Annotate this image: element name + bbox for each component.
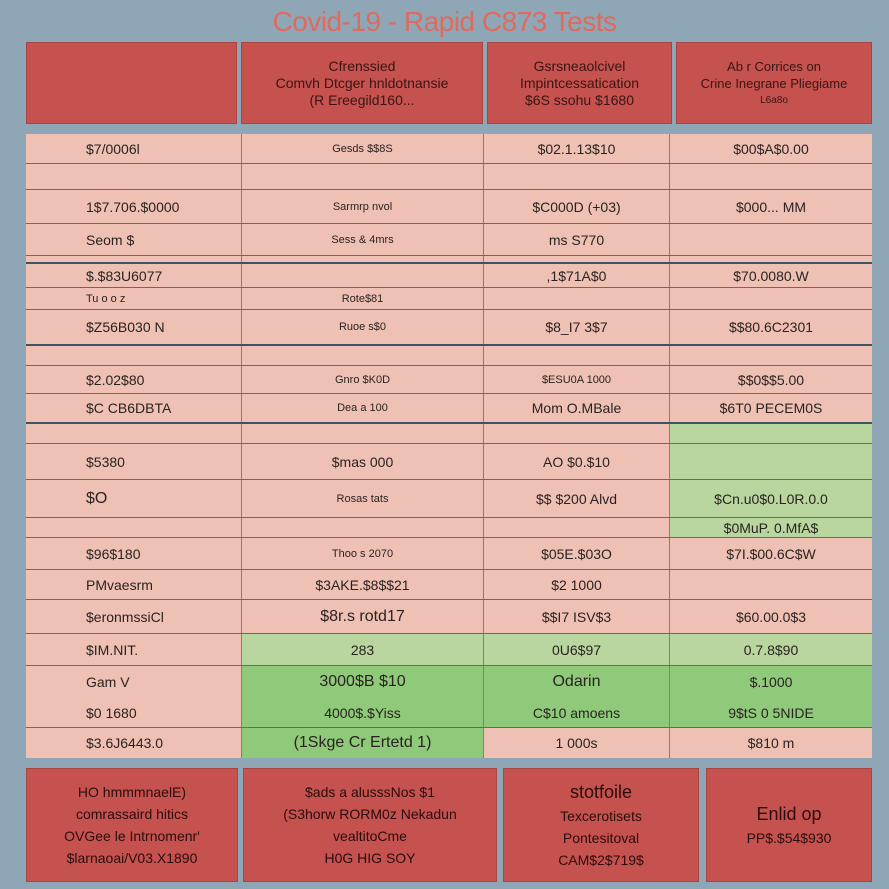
table-cell [26, 164, 242, 189]
table-cell: $70.0080.W [733, 267, 809, 284]
table-cell: $$0$$5.00 [737, 371, 805, 388]
header-cell-empty [26, 42, 237, 124]
table-cell: $C000D (+03) [484, 190, 670, 223]
table-cell: 0.7.8$90 [670, 634, 872, 665]
header-4-line-3: L6a8o [760, 94, 788, 106]
table-cell: $.$83U6077 [26, 264, 242, 287]
table-cell: $2 1000 [484, 570, 670, 599]
table-row [26, 444, 872, 480]
table-cell: C$10 amoens [484, 698, 670, 727]
header-3-line-1: Gsrsneaolcivel [533, 57, 626, 74]
table-cell: $Cn.u0$0.L0R.0.0 [670, 480, 872, 517]
table-row [26, 346, 872, 366]
table-cell: $2.02$80 [26, 366, 242, 393]
table-cell: AO $0.$10 [484, 444, 670, 479]
table-row [26, 288, 872, 310]
table-cell [670, 424, 872, 443]
header-2-line-1: Cfrenssied [328, 57, 396, 74]
table-cell [484, 424, 670, 443]
table-cell: $8_I7 3$7 [484, 310, 670, 344]
footer-4-line-2: PP$.$54$930 [746, 830, 832, 846]
table-cell: $60.00.0$3 [735, 608, 807, 625]
table-row [26, 366, 872, 394]
table-row [26, 480, 872, 518]
table-cell: Sess & 4mrs [242, 224, 484, 255]
footer-cell-1 [26, 768, 238, 882]
table-cell [484, 164, 670, 189]
table-cell: 4000$.$Yiss [242, 698, 484, 727]
footer-cell-4 [706, 768, 872, 882]
footer-3-line-1: stotfoile [569, 782, 633, 802]
table-cell: $3.6J6443.0 [26, 728, 242, 758]
header-2-line-2: Comvh Dtcger hnldotnansie [275, 74, 449, 91]
page-title: Covid-19 - Rapid C873 Tests [272, 6, 617, 37]
table-cell [242, 424, 484, 443]
table-cell: (1Skge Cr Ertetd 1) [242, 728, 484, 758]
table-cell: ms S770 [484, 224, 670, 255]
footer-cell-3 [503, 768, 699, 882]
table-cell: $IM.NIT. [26, 634, 242, 665]
table-row [26, 728, 872, 758]
header-2-line-3: (R Ereegild160... [309, 91, 415, 108]
table-cell: Mom O.MBale [484, 394, 670, 422]
table-cell: 0U6$97 [484, 634, 670, 665]
data-table [26, 134, 872, 758]
table-cell: $000... MM [735, 198, 807, 215]
table-cell: Dea a 100 [242, 394, 484, 422]
table-row [26, 264, 872, 288]
table-cell [484, 518, 670, 537]
table-cell: $ESU0A 1000 [484, 366, 670, 393]
table-cell: Ruoe s$0 [242, 310, 484, 344]
table-cell: Odarin [484, 666, 670, 698]
footer-2-line-3: vealtitoCme [333, 828, 407, 844]
footer-2-line-2: (S3horw RORM0z Nekadun [283, 806, 457, 822]
table-cell: $$ $200 Alvd [484, 480, 670, 517]
table-cell [242, 518, 484, 537]
table-cell: Gnro $K0D [242, 366, 484, 393]
table-cell: ,1$71A$0 [484, 264, 670, 287]
header-3-line-2: Impintcessatication [519, 74, 640, 91]
footer-2-line-1: $ads a alusssNos $1 [305, 784, 435, 800]
table-row [26, 666, 872, 698]
table-row [26, 134, 872, 164]
table-cell: $3AKE.$8$$21 [242, 570, 484, 599]
table-cell [26, 518, 242, 537]
footer-1-line-1: HO hmmmnaelE) [77, 784, 187, 800]
table-cell [484, 346, 670, 365]
table-row [26, 698, 872, 728]
table-cell [242, 256, 484, 262]
table-cell: $96$180 [26, 538, 242, 569]
table-cell [670, 444, 872, 479]
table-cell: $.1000 [670, 666, 872, 698]
table-cell: Gesds $$8S [242, 134, 484, 163]
table-cell: Seom $ [26, 224, 242, 255]
table-cell: Gam V [26, 666, 242, 698]
table-cell: $mas 000 [242, 444, 484, 479]
footer-3-line-2: Texcerotisets [560, 808, 642, 824]
table-row [26, 224, 872, 256]
header-4-line-1: Ab r Corrices on [727, 58, 821, 74]
table-row [26, 394, 872, 424]
table-row [26, 256, 872, 264]
table-cell: $$80.6C2301 [728, 319, 814, 335]
table-cell: Tu o o z [26, 288, 242, 309]
table-cell: $C CB6DBTA [26, 394, 242, 422]
table-row [26, 190, 872, 224]
table-cell: $05E.$03O [484, 538, 670, 569]
header-cell-4 [676, 42, 872, 124]
table-cell: $0 1680 [26, 698, 242, 727]
table-row [26, 164, 872, 190]
footer-3-line-4: CAM$2$719$ [558, 852, 644, 868]
table-cell [242, 346, 484, 365]
table-row [26, 424, 872, 444]
table-cell [26, 256, 242, 262]
table-cell [484, 256, 670, 262]
table-cell [670, 224, 872, 255]
table-cell [670, 570, 872, 599]
table-cell: $5380 [26, 444, 242, 479]
table-cell: 1 000s [484, 728, 670, 758]
table-cell: $0MuP. 0.MfA$ [670, 518, 872, 537]
table-cell: Rote$81 [242, 288, 484, 309]
header-3-line-3: $6S ssohu $1680 [525, 91, 634, 108]
table-row [26, 600, 872, 634]
footer-cell-2 [243, 768, 497, 882]
table-cell [670, 164, 872, 189]
footer-1-line-2: comrassaird hitics [75, 806, 189, 822]
footer-1-line-4: $larnaoai/V03.X1890 [66, 850, 198, 866]
table-cell: $O [26, 480, 242, 517]
header-cell-3 [487, 42, 672, 124]
header-cell-2 [241, 42, 483, 124]
table-cell: $00$A$0.00 [733, 140, 809, 157]
footer-1-line-3: OVGee le Intrnomenr' [64, 828, 200, 844]
table-row [26, 310, 872, 346]
table-cell [484, 288, 670, 309]
table-cell: PMvaesrm [26, 570, 242, 599]
table-cell: Thoo s 2070 [242, 538, 484, 569]
table-cell: Rosas tats [242, 480, 484, 517]
table-cell: $02.1.13$10 [484, 134, 670, 163]
table-cell: 1$7.706.$0000 [26, 190, 242, 223]
table-cell: $7/0006l [26, 134, 242, 163]
table-cell: $$I7 ISV$3 [484, 600, 670, 633]
table-cell: Sarmrp nvol [242, 190, 484, 223]
table-cell [26, 346, 242, 365]
table-row [26, 634, 872, 666]
footer-3-line-3: Pontesitoval [562, 830, 640, 846]
footer-4-line-1: Enlid op [756, 804, 822, 824]
table-cell [242, 264, 484, 287]
header-4-line-2: Crine Inegrane Pliegiame [700, 75, 848, 91]
footer-2-line-4: H0G HIG SOY [324, 850, 416, 866]
table-cell [242, 164, 484, 189]
table-cell: $Z56B030 N [26, 310, 242, 344]
table-cell [670, 256, 872, 262]
table-cell: 3000$B $10 [242, 666, 484, 698]
table-cell [670, 346, 872, 365]
table-row [26, 538, 872, 570]
table-cell: $8r.s rotd17 [242, 600, 484, 633]
table-row [26, 518, 872, 538]
table-cell [670, 288, 872, 309]
table-cell: $6T0 PECEM0S [719, 400, 823, 416]
table-cell [26, 424, 242, 443]
table-cell: $eronmssiCl [26, 600, 242, 633]
table-cell: $810 m [747, 735, 795, 751]
table-cell: 283 [242, 634, 484, 665]
table-cell: $7I.$00.6C$W [726, 545, 816, 562]
table-cell: 9$tS 0 5NIDE [670, 698, 872, 727]
table-row [26, 570, 872, 600]
